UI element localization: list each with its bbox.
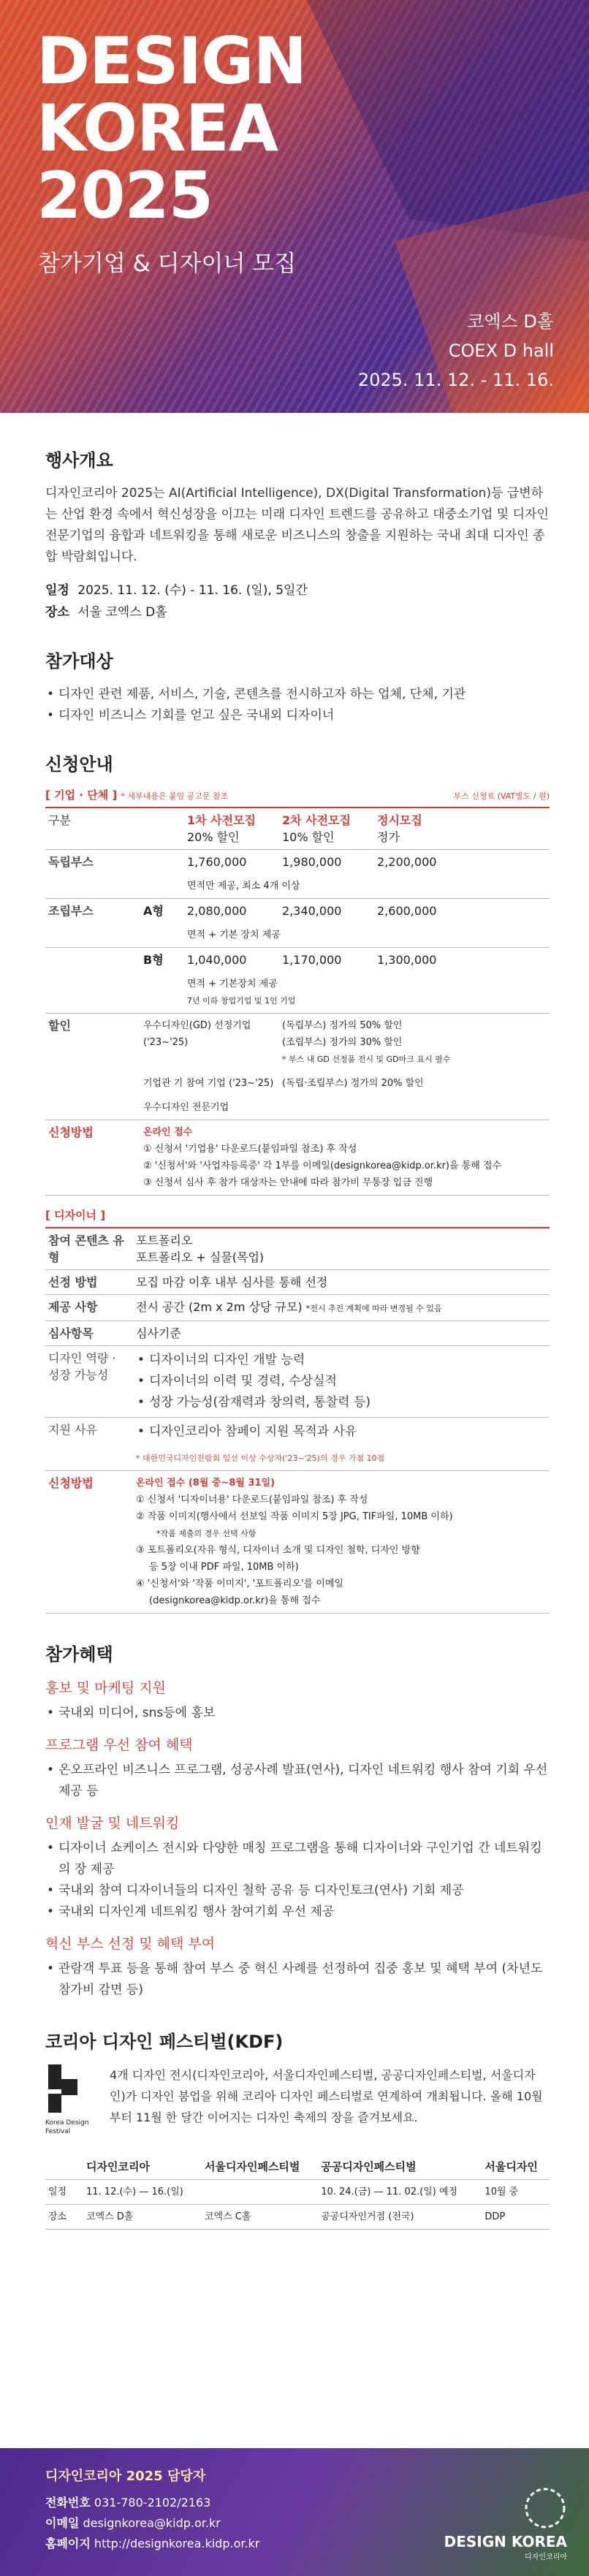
- footer-email-link[interactable]: designkorea@kidp.or.kr: [83, 2516, 221, 2530]
- hero-title-line-1: DESIGN: [37, 23, 307, 99]
- kdf-row2-c0: 코엑스 D홀: [86, 2211, 134, 2222]
- assembly-b-v2: 1,170,000: [282, 953, 342, 967]
- footer-phone-label: 전화번호: [45, 2496, 91, 2509]
- designer-provide-cell: [133, 1295, 550, 1321]
- independent-v2: 1,980,000: [282, 855, 342, 869]
- designer-row-reason: [45, 1418, 550, 1447]
- designer-provide-note: *전시 추진 계획에 따라 변경될 수 있음: [305, 1304, 442, 1313]
- discount-r2-left: 기업관 기 참여 기업 ('23~'25): [143, 1078, 274, 1089]
- footer-phone: [45, 2493, 210, 2510]
- overview-schedule: [45, 580, 550, 601]
- designer-provide-label: 제공 사항: [48, 1300, 98, 1314]
- kdf-paragraph: 4개 디자인 전시(디자인코리아, 서울디자인페스티벌, 공공디자인페스티벌, 서울디자인)가 디자인 붐업을 위해 코리아 디자인 페스티벌로 연계하여 개최됩니다. 올해 10월부터 11월 한 달간 이어지는 디자인 축제의 장을 즐겨보세요.: [110, 2068, 543, 2124]
- discount-r1-right: [279, 1014, 550, 1072]
- table-row-assembly-a: [45, 899, 550, 924]
- benefit-item: • 관람객 투표 등을 통해 참여 부스 중 혁신 사례를 선정하여 집중 홍보 및 혜택 부여 (차년도 참가비 감면 등): [45, 1958, 550, 2001]
- header-col2-title: 2차 사전모집: [282, 813, 351, 827]
- table-row-discount-1: [45, 1014, 550, 1072]
- independent-label: 독립부스: [48, 855, 94, 869]
- designer-method-2: ② 작품 이미지(행사에서 선보일 작품 이미지 5장 JPG, TIF파일, 10MB 이하): [136, 1511, 453, 1522]
- discount-r1-left: 우수디자인(GD) 선정기업 ('23~'25): [143, 1020, 251, 1048]
- method-step-1: ① 신청서 '기업용' 다운로드(붙임파일 참조) 후 작성: [143, 1144, 357, 1155]
- designer-type-v2: 포트폴리오 + 실물(목업): [136, 1250, 265, 1264]
- assembly-a-v3: 2,600,000: [377, 904, 437, 918]
- footer-logo-subtext: 디자인코리아: [525, 2553, 567, 2561]
- apply-title: 신청안내: [45, 754, 113, 775]
- assembly-b-note: [184, 972, 550, 1014]
- kdf-row1-c2: 10. 24.(금) — 11. 02.(일) 예정: [321, 2186, 458, 2197]
- company-header: [45, 787, 550, 802]
- footer-email-label: 이메일: [45, 2516, 80, 2530]
- independent-v1: 1,760,000: [187, 855, 247, 869]
- designer-row-capability: [45, 1346, 550, 1418]
- hero-title: [37, 23, 307, 233]
- table-row-independent: [45, 850, 550, 875]
- footer-title: 디자인코리아 2025 담당자: [45, 2469, 206, 2484]
- method-step-2: ② '신청서'와 '사업자등록증' 각 1부를 이메일(designkorea@kidp.or.kr)을 통해 접수: [143, 1160, 502, 1171]
- kdf-title: 코리아 디자인 페스티벌(KDF): [45, 2032, 284, 2052]
- kdf-row2-c3: DDP: [484, 2211, 506, 2222]
- table-row-assembly-b: [45, 948, 550, 973]
- kdf-row-schedule: [45, 2180, 550, 2205]
- designer-row-method: [45, 1471, 550, 1614]
- designer-method-head: 온라인 접수 (8월 중~8월 31일): [136, 1478, 276, 1489]
- designer-capability-label: 디자인 역량 · 성장 가능성: [48, 1351, 116, 1382]
- designer-select-value: 모집 마감 이후 내부 심사를 통해 선정: [136, 1275, 328, 1289]
- apply-section: [45, 750, 550, 1614]
- assembly-a-v2: 2,340,000: [282, 904, 342, 918]
- designer-row-reason-note: [45, 1446, 550, 1471]
- kdf-col-1: 서울디자인페스티벌: [205, 2160, 300, 2173]
- kdf-intro: [45, 2064, 550, 2145]
- target-item: • 디자인 비즈니스 기회를 얻고 싶은 국내외 디자이너: [45, 705, 550, 726]
- assembly-a-label: A형: [143, 904, 164, 918]
- method-head: 온라인 접수: [143, 1127, 193, 1138]
- kdf-row2-c1: 코엑스 C홀: [205, 2211, 251, 2222]
- benefit-group-title: 홍보 및 마케팅 지원: [45, 1680, 166, 1696]
- designer-type-values: [133, 1228, 550, 1270]
- assembly-a-v1: 2,080,000: [187, 904, 247, 918]
- overview-section: [45, 446, 550, 623]
- designer-method-label: 신청방법: [48, 1476, 94, 1490]
- kdf-row-venue: [45, 2205, 550, 2230]
- designer-capability-list: [133, 1346, 550, 1418]
- discount-r2-right: (독립·조립부스) 정가의 20% 할인: [282, 1078, 424, 1089]
- hero-venue-en: COEX D hall: [448, 341, 554, 361]
- method-label: 신청방법: [48, 1125, 94, 1139]
- header-col3: [374, 808, 550, 850]
- assembly-b-v1: 1,040,000: [187, 953, 247, 967]
- discount-r1-right-3: * 부스 내 GD 선정품 전시 및 GD마크 표시 필수: [282, 1055, 451, 1064]
- kdf-row1-c3: 10월 중: [484, 2186, 519, 2197]
- header-col3-title: 정시모집: [377, 813, 422, 827]
- capability-item: • 성장 가능성(잠재력과 창의력, 통찰력 등): [136, 1392, 547, 1413]
- footer-logo-mark: [523, 2486, 567, 2530]
- footer-web: [45, 2534, 259, 2551]
- designer-review-label: 심사항목: [48, 1326, 94, 1340]
- discount-label: 할인: [48, 1019, 71, 1033]
- benefit-item: • 온오프라인 비즈니스 프로그램, 성공사례 발표(연사), 디자인 네트워킹 행사 참여 기회 우선 제공 등: [45, 1760, 550, 1802]
- target-item: • 디자인 관련 제품, 서비스, 기술, 콘텐츠를 전시하고자 하는 업체, 단체, 기관: [45, 684, 550, 705]
- benefit-item: • 디자이너 쇼케이스 전시와 다양한 매칭 프로그램을 통해 디자이너와 구인기업 간 네트워킹의 장 제공: [45, 1838, 550, 1880]
- kdf-row2-label: 장소: [48, 2211, 67, 2222]
- kdf-col-0: 디자인코리아: [86, 2160, 150, 2173]
- company-note: * 세부내용은 붙임 공고문 참조: [121, 791, 229, 801]
- header-col1: [184, 808, 279, 850]
- reason-item: • 디자인코리아 참페이 지원 목적과 사유: [136, 1421, 547, 1443]
- method-steps: [140, 1120, 550, 1196]
- benefits-section: [45, 1640, 550, 2001]
- targets-section: [45, 647, 550, 726]
- designer-review-value: 심사기준: [136, 1326, 181, 1340]
- overview-title: 행사개요: [45, 450, 113, 471]
- benefit-group-title: 프로그램 우선 참여 혜택: [45, 1737, 193, 1753]
- kdf-row1-c0: 11. 12.(수) — 16.(일): [86, 2186, 183, 2197]
- discount-r3-left: 우수디자인 전문기업: [143, 1102, 229, 1113]
- table-row-assembly-b-note: [45, 972, 550, 1014]
- table-row-independent-note: [45, 874, 550, 899]
- kdf-col-3: 서울디자인: [484, 2160, 538, 2173]
- designer-row-type: [45, 1228, 550, 1270]
- kdf-row1-c1: [202, 2180, 318, 2205]
- kdf-row2-c2: 공공디자인거점 (전국): [321, 2211, 414, 2222]
- table-row-method: [45, 1120, 550, 1196]
- table-row-discount-2: [45, 1071, 550, 1095]
- footer-phone-value[interactable]: 031-780-2102/2163: [94, 2496, 211, 2509]
- benefit-item: • 국내외 디자인계 네트워킹 행사 참여기회 우선 제공: [45, 1901, 550, 1923]
- capability-item: • 디자이너의 디자인 개발 능력: [136, 1350, 547, 1371]
- company-tag: [ 기업 · 단체 ]: [45, 789, 118, 802]
- kdf-table: [45, 2155, 550, 2230]
- benefit-item: • 국내외 참여 디자이너들의 디자인 철학 공유 등 디자인토크(연사) 기회 제공: [45, 1880, 550, 1901]
- designer-provide-value: 전시 공간 (2m x 2m 상당 규모): [136, 1300, 303, 1314]
- designer-type-v1: 포트폴리오: [136, 1234, 193, 1247]
- designer-table: [45, 1227, 550, 1614]
- designer-method-3b: 등 5장 이내 PDF 파일, 10MB 이하): [149, 1562, 299, 1573]
- overview-paragraph: 디자인코리아 2025는 AI(Artificial Intelligence), DX(Digital Transformation)등 급변하는 산업 환경 속에서 혁신성장을 이끄는 미래 디자인 트렌드를 공유하고 대중소기업 및 디자인전문기업의 융합과 네트워킹을 통해 새로운 비즈니스의 창출을 지원하는 국내 최대 디자인 종합 박람회입니다.: [45, 486, 549, 564]
- overview-venue: [45, 601, 550, 623]
- hero-title-line-3: 2025: [37, 158, 213, 233]
- kdf-col-2: 공공디자인페스티벌: [321, 2160, 417, 2173]
- footer-logo: [444, 2486, 567, 2561]
- hero-info: [358, 307, 554, 395]
- header-col0: 구분: [48, 813, 71, 827]
- table-row-assembly-a-note: [45, 923, 550, 948]
- discount-r1-right-2: (조립부스) 정가의 30% 할인: [282, 1037, 403, 1048]
- hero-dates: 2025. 11. 12. - 11. 16.: [357, 370, 554, 390]
- footer: [0, 2448, 589, 2576]
- assembly-b-label: B형: [143, 953, 164, 967]
- assembly-label: 조립부스: [48, 904, 94, 918]
- assembly-b-v3: 1,300,000: [377, 953, 437, 967]
- designer-tag: [ 디자이너 ]: [45, 1209, 106, 1222]
- main-content: [45, 446, 550, 2230]
- booth-price-table: [45, 807, 550, 1196]
- venue-label: 장소: [45, 605, 69, 620]
- benefits-title: 참가혜택: [45, 1644, 113, 1665]
- assembly-b-note-1: 면적 + 기본장치 제공: [187, 979, 278, 989]
- discount-r1-right-1: (독립부스) 정가의 50% 할인: [282, 1020, 403, 1031]
- kdf-logo-text: Korea Design Festival: [45, 2119, 89, 2135]
- hero-venue-kr: 코엑스 D홀: [467, 311, 554, 332]
- footer-web-label: 홈페이지: [45, 2537, 91, 2550]
- header-col1-title: 1차 사전모집: [187, 813, 256, 827]
- schedule-value: 2025. 11. 12. (수) - 11. 16. (일), 5일간: [77, 583, 308, 598]
- designer-method-4b: (designkorea@kidp.or.kr)을 통해 접수: [149, 1595, 321, 1606]
- footer-logo-text: DESIGN KOREA: [444, 2533, 567, 2550]
- table-header-row: [45, 808, 550, 850]
- header-col1-sub: 20% 할인: [187, 830, 240, 844]
- kdf-row1-label: 일정: [48, 2186, 67, 2197]
- designer-type-label: 참여 콘텐츠 유형: [48, 1234, 124, 1264]
- designer-method-3: ③ 포트폴리오(자유 형식, 디자이너 소개 및 디자인 철학, 디자인 방향: [136, 1545, 420, 1556]
- kdf-header-row: [45, 2155, 550, 2180]
- designer-reason-note: * 대한민국디자인전람회 입선 이상 수상자('23~'25)의 경우 가점 10점: [136, 1454, 385, 1463]
- independent-v3: 2,200,000: [377, 855, 437, 869]
- kdf-logo: [45, 2064, 96, 2145]
- header-col2: [279, 808, 374, 850]
- benefit-group-title: 인재 발굴 및 네트워킹: [45, 1815, 180, 1831]
- designer-method-1: ① 신청서 '디자이너용' 다운로드(붙임파일 참조) 후 작성: [136, 1494, 368, 1505]
- benefit-item: • 국내외 미디어, sns등에 홍보: [45, 1703, 550, 1724]
- method-step-3: ③ 신청서 심사 후 참가 대상자는 안내에 따라 참가비 무통장 입금 진행: [143, 1177, 433, 1188]
- hero-subtitle: 참가기업 & 디자이너 모집: [38, 251, 297, 277]
- footer-web-link[interactable]: http://designkorea.kidp.or.kr: [94, 2537, 260, 2550]
- designer-method-4: ④ '신청서'와 '작품 이미지', '포트폴리오'를 이메일: [136, 1578, 343, 1589]
- hero-title-line-2: KOREA: [37, 91, 278, 166]
- hero-banner: [0, 0, 589, 413]
- kdf-section: [45, 2027, 550, 2230]
- venue-value: 서울 코엑스 D홀: [77, 605, 167, 620]
- designer-reason-label: 지원 사유: [48, 1423, 97, 1437]
- schedule-label: 일정: [45, 583, 69, 598]
- independent-note: 면적만 제공, 최소 4개 이상: [187, 881, 300, 892]
- assembly-a-note: 면적 + 기본 장치 제공: [187, 930, 281, 941]
- designer-row-select: [45, 1270, 550, 1295]
- benefit-group-title: 혁신 부스 선정 및 혜택 부여: [45, 1936, 216, 1952]
- designer-row-provide: [45, 1295, 550, 1321]
- footer-email: [45, 2514, 221, 2531]
- price-note: 부스 신청료 (VAT별도 / 원): [453, 791, 550, 801]
- header-col2-sub: 10% 할인: [282, 830, 335, 844]
- designer-method-steps: [133, 1471, 550, 1614]
- designer-method-2b: *작품 제출의 경우 선택 사항: [156, 1529, 256, 1538]
- targets-title: 참가대상: [45, 651, 113, 672]
- designer-row-review: [45, 1321, 550, 1346]
- header-col3-sub: 정가: [377, 830, 400, 844]
- designer-select-label: 선정 방법: [48, 1275, 98, 1289]
- capability-item: • 디자이너의 이력 및 경력, 수상실적: [136, 1371, 547, 1392]
- kdf-logo-mark: [45, 2064, 89, 2116]
- designer-reason-cell: [133, 1418, 550, 1447]
- table-row-discount-3: [45, 1095, 550, 1120]
- assembly-b-note-2: 7년 이하 창업기업 및 1인 기업: [187, 996, 296, 1006]
